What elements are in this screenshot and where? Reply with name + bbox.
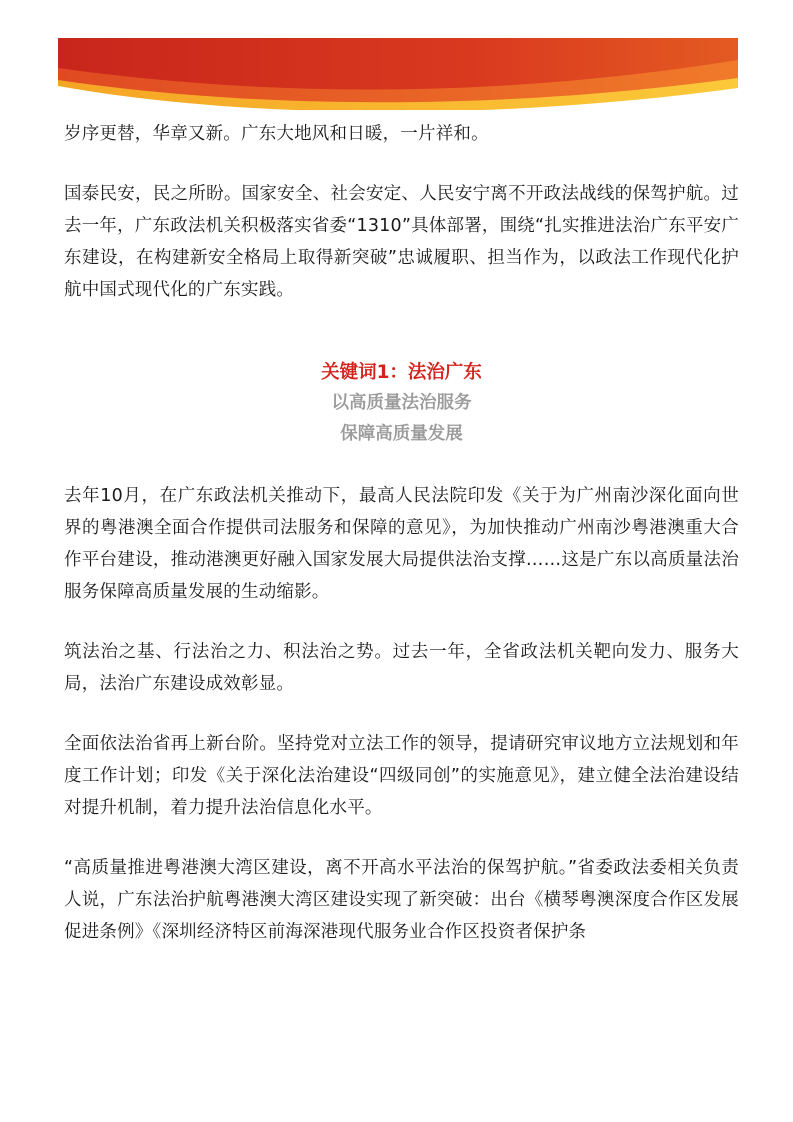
section-1-paragraph-1: 去年10月，在广东政法机关推动下，最高人民法院印发《关于为广州南沙深化面向世界的粤港澳全面合作提供司法服务和保障的意见》，为加快推动广州南沙粤港澳重大合作平台建设，推动港澳更好融入国家发展大局提供法治支撑……这是广东以高质量法治服务保障高质量发展的生动缩影。 — [64, 486, 739, 602]
article-body — [64, 118, 739, 948]
section-1-paragraph-2: 筑法治之基、行法治之力、积法治之势。过去一年，全省政法机关靶向发力、服务大局，法治广东建设成效彰显。 — [64, 642, 739, 694]
section-1-paragraph-4: “高质量推进粤港澳大湾区建设，离不开高水平法治的保驾护航。”省委政法委相关负责人说，广东法治护航粤港澳大湾区建设实现了新突破：出台《横琴粤澳深度合作区发展促进条例》《深圳经济特区前海深港现代服务业合作区投资者保护条 — [64, 858, 739, 942]
section-1-heading — [64, 358, 739, 450]
section-1-subtitle-line-2: 保障高质量发展 — [340, 424, 463, 444]
section-1-subtitle-line-1: 以高质量法治服务 — [331, 393, 472, 413]
section-1-title: 关键词1：法治广东 — [321, 362, 482, 383]
section-1-paragraph-3: 全面依法治省再上新台阶。坚持党对立法工作的领导，提请研究审议地方立法规划和年度工作计划；印发《关于深化法治建设“四级同创”的实施意见》，建立健全法治建设结对提升机制，着力提升法治信息化水平。 — [64, 734, 739, 818]
header-banner — [58, 38, 738, 110]
intro-paragraph-2: 国泰民安，民之所盼。国家安全、社会安定、人民安宁离不开政法战线的保驾护航。过去一年，广东政法机关积极落实省委“1310”具体部署，围绕“扎实推进法治广东平安广东建设，在构建新安全格局上取得新突破”忠诚履职、担当作为，以政法工作现代化护航中国式现代化的广东实践。 — [64, 184, 739, 300]
intro-paragraph-1: 岁序更替，华章又新。广东大地风和日暖，一片祥和。 — [64, 124, 489, 144]
